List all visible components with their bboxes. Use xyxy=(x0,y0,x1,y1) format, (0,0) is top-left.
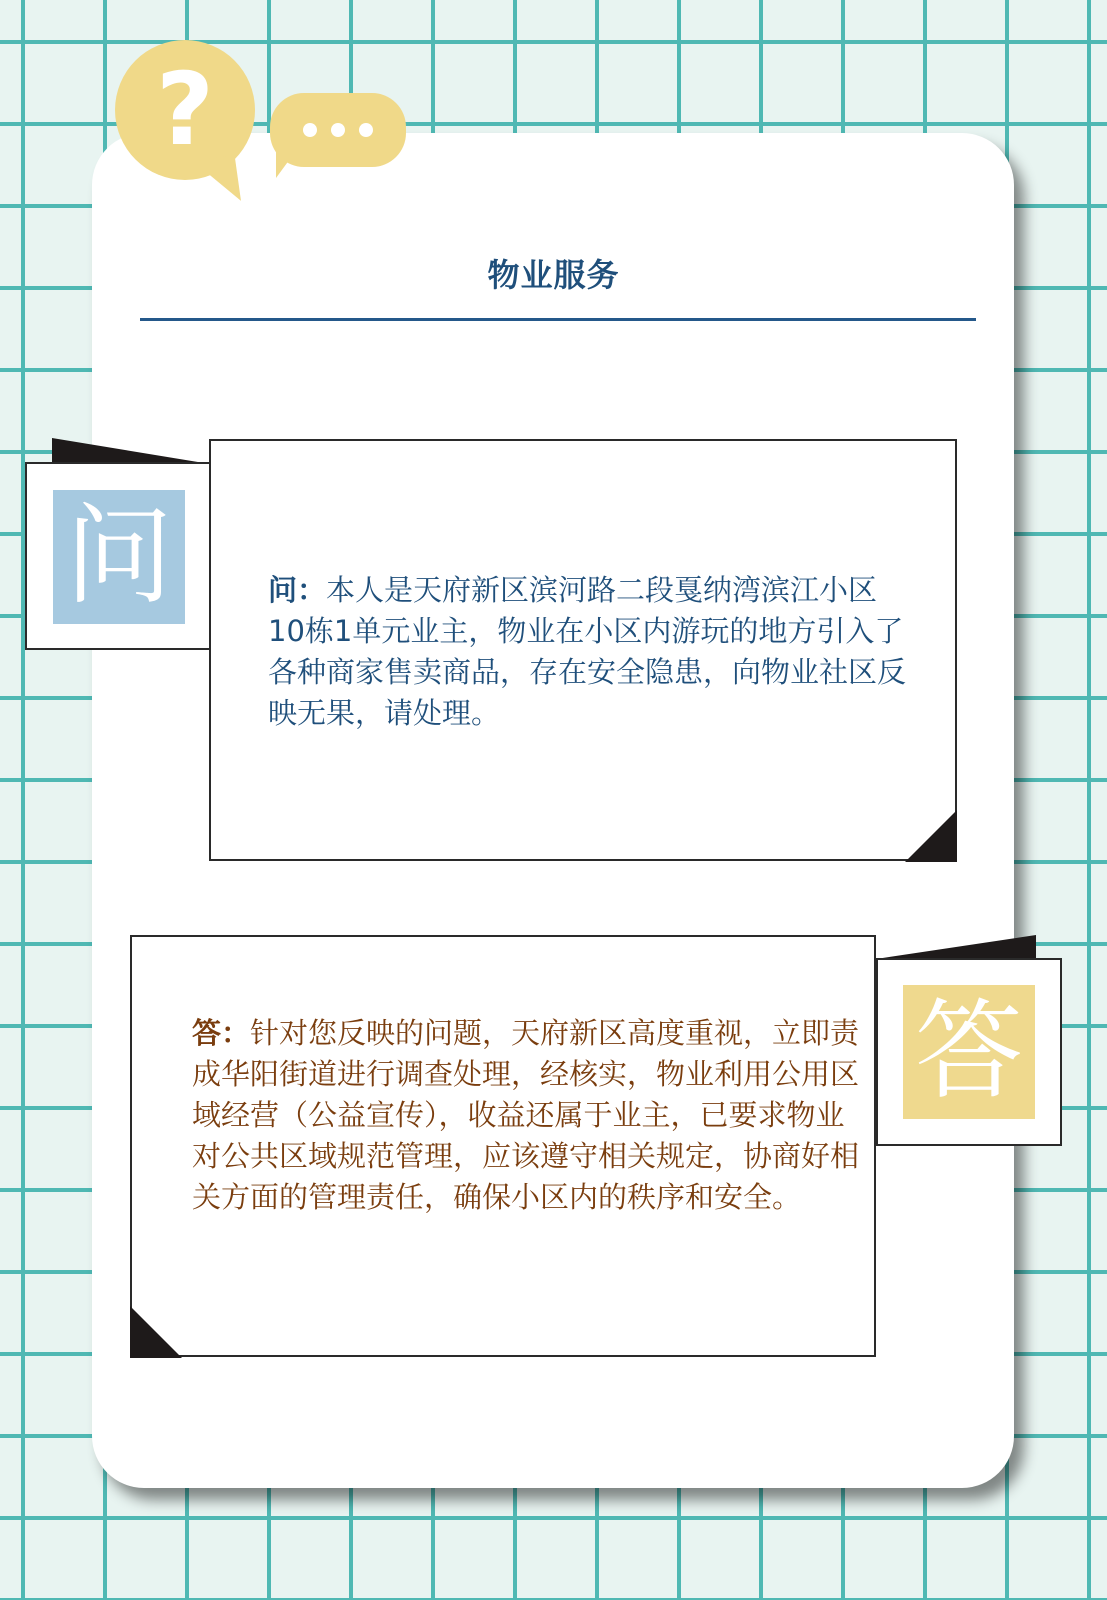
ellipsis-dots xyxy=(270,93,406,167)
question-label-tile: 问 xyxy=(53,490,185,624)
question-body: 本人是天府新区滨河路二段戛纳湾滨江小区10栋1单元业主，物业在小区内游玩的地方引入了各种商家售卖商品，存在安全隐患，向物业社区反映无果，请处理。 xyxy=(268,573,907,730)
question-fold-corner-bottom xyxy=(905,810,957,862)
answer-prefix: 答： xyxy=(192,1016,251,1050)
question-mark-glyph: ? xyxy=(155,51,214,168)
title-divider xyxy=(140,318,976,321)
answer-fold-corner xyxy=(876,935,1036,959)
page-title: 物业服务 xyxy=(487,256,620,294)
question-prefix: 问： xyxy=(268,573,327,607)
question-fold-corner xyxy=(52,438,210,464)
question-text xyxy=(268,570,908,734)
answer-label-tile: 答 xyxy=(903,985,1035,1119)
answer-body: 针对您反映的问题，天府新区高度重视，立即责成华阳街道进行调查处理，经核实，物业利用公用区域经营（公益宣传），收益还属于业主，已要求物业对公共区域规范管理，应该遵守相关规定，协商好相关方面的管理责任，确保小区内的秩序和安全。 xyxy=(192,1016,860,1214)
answer-text xyxy=(192,1013,862,1218)
answer-fold-corner-bottom xyxy=(130,1306,182,1358)
